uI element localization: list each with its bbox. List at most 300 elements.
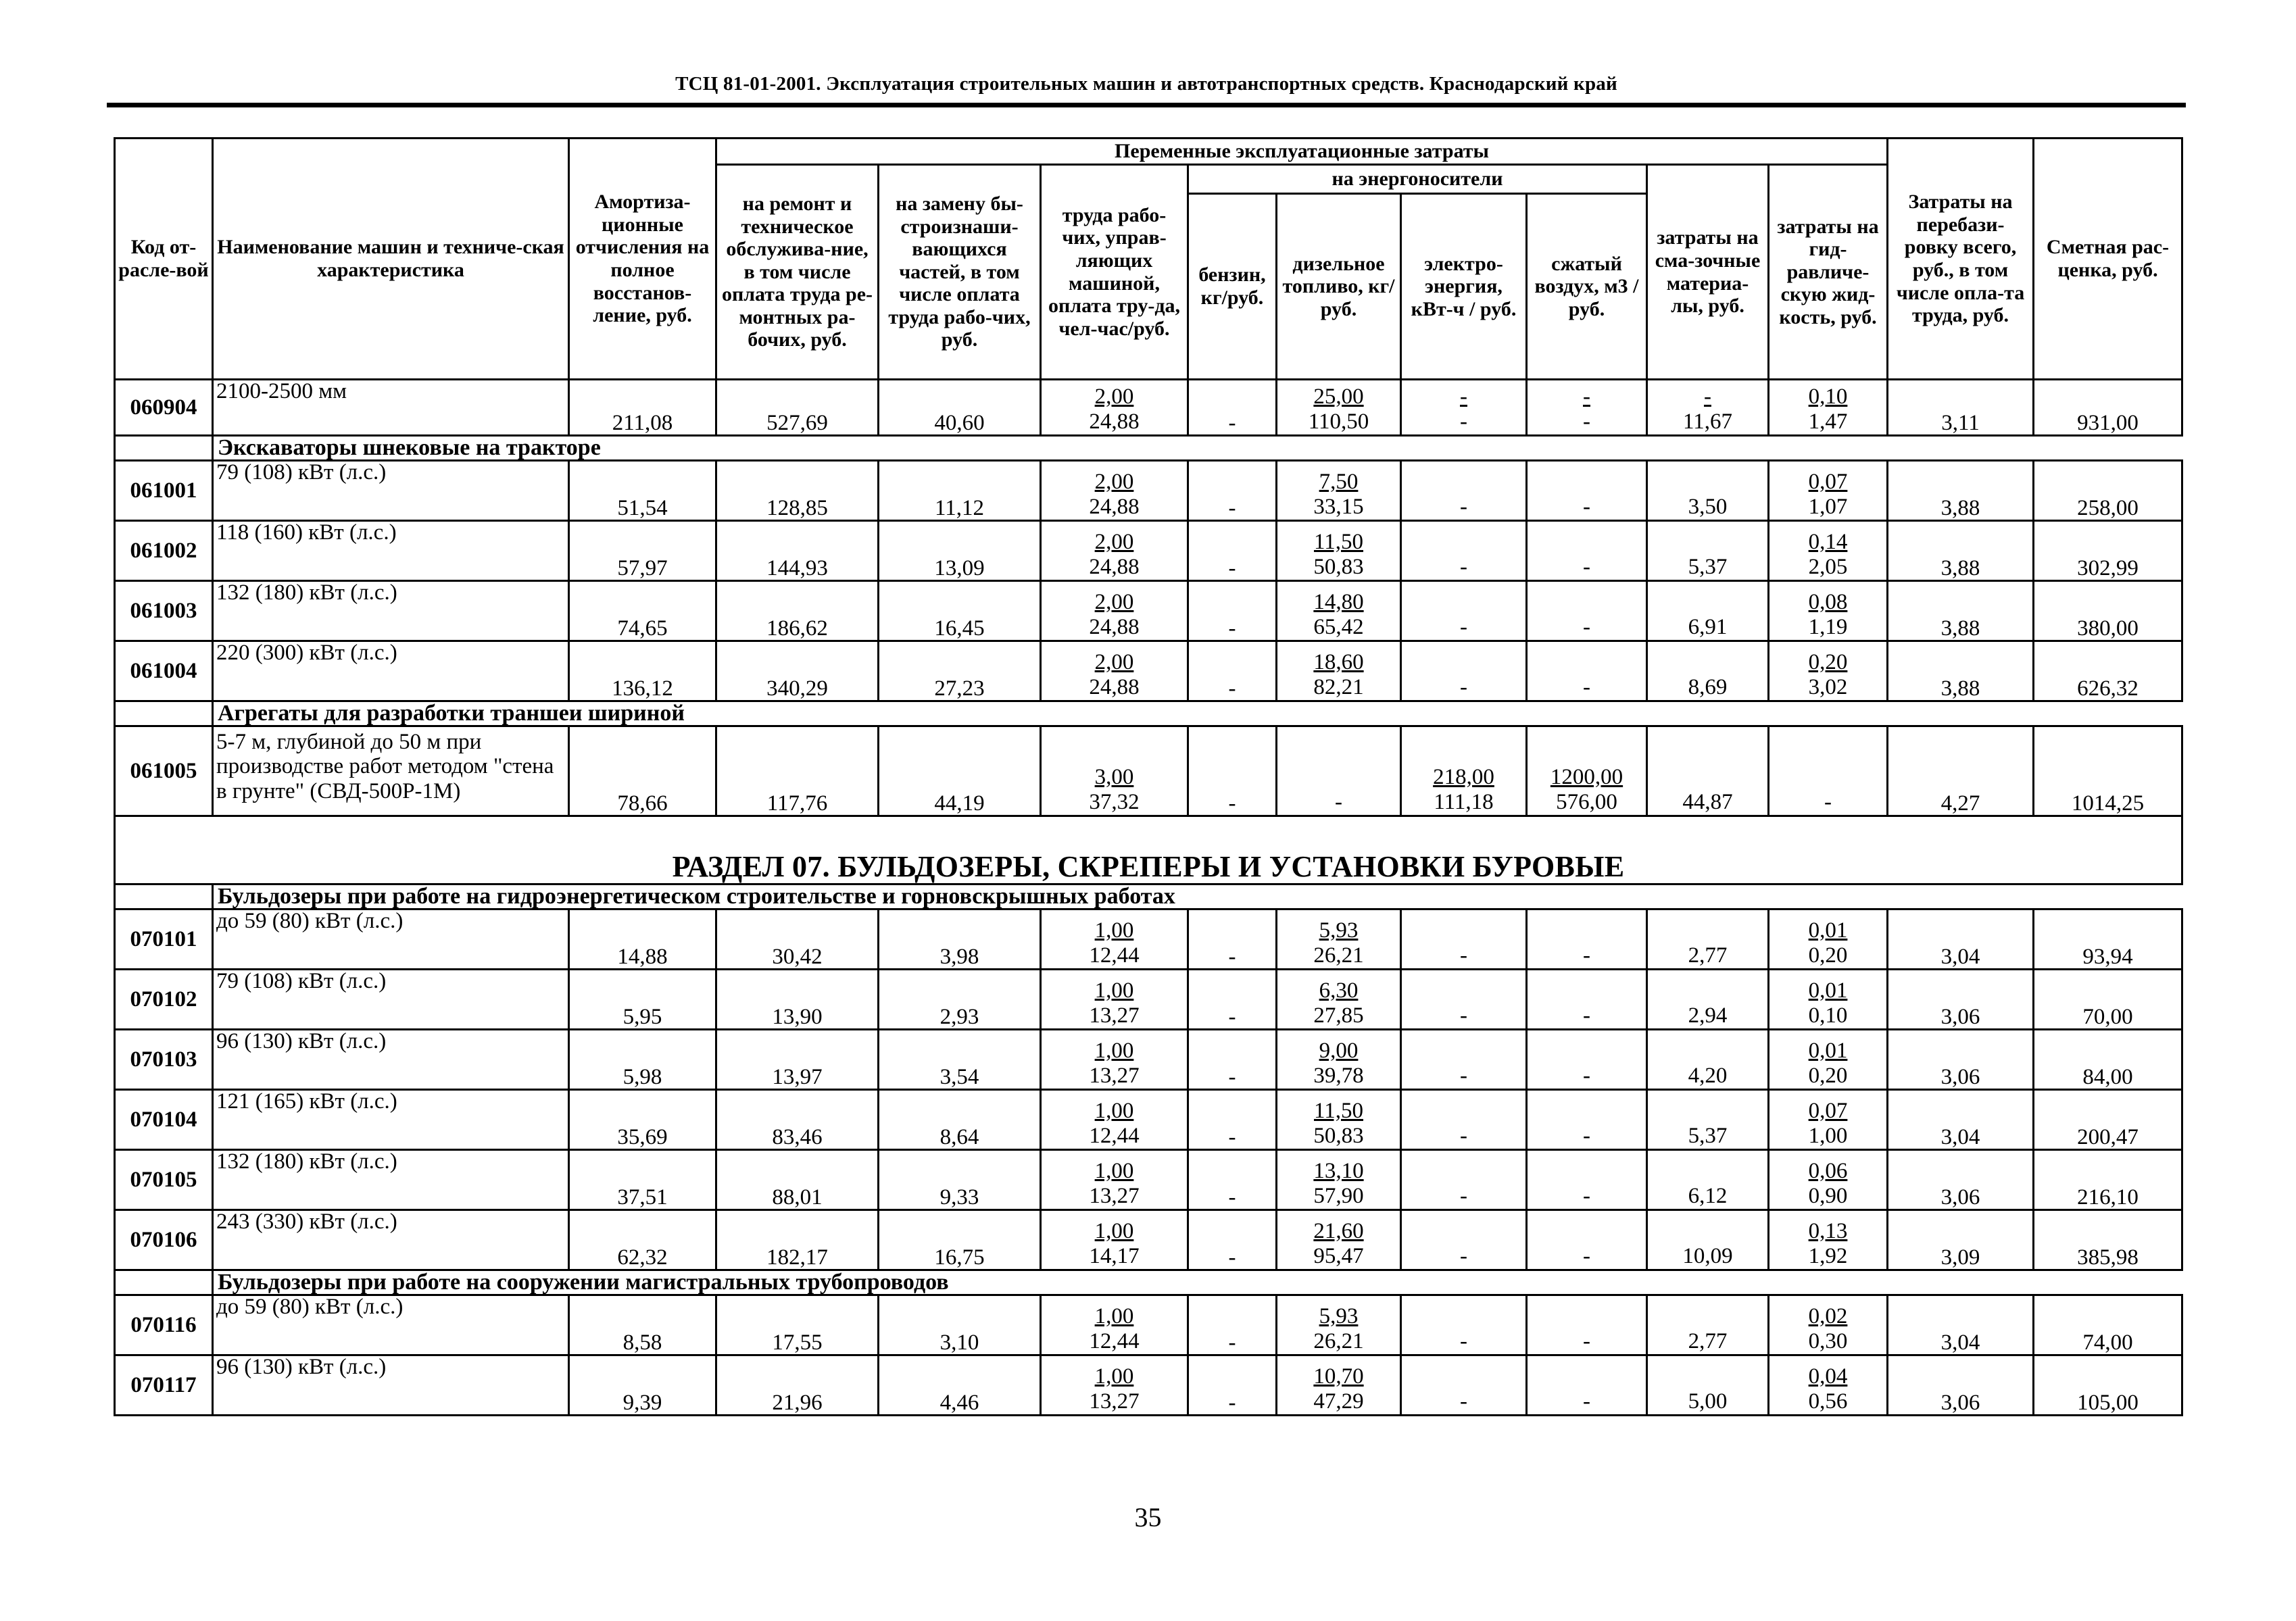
- diesel-cell-norm: 6,30: [1319, 978, 1359, 1003]
- lubricants-cell: [1647, 521, 1769, 581]
- hydraulic-cell-norm: 0,13: [1808, 1219, 1848, 1244]
- labor-cell: [1041, 461, 1188, 521]
- hydraulic-cell-cost: 0,20: [1808, 1064, 1848, 1089]
- group-code-cell: [115, 884, 213, 909]
- estimate-cell: 1014,25: [2034, 726, 2182, 816]
- compressed-air-cell-cost: -: [1583, 1244, 1590, 1269]
- diesel-cell-cost: 65,42: [1313, 615, 1364, 640]
- amortization-cell: 5,98: [569, 1030, 716, 1090]
- hydraulic-cell: [1769, 461, 1888, 521]
- repair-cell: 13,90: [716, 970, 879, 1030]
- machine-name: 121 (165) кВт (л.с.): [213, 1090, 569, 1150]
- compressed-air-cell-cost: -: [1583, 1389, 1590, 1414]
- table-row: [115, 1210, 2182, 1270]
- repair-cell: 186,62: [716, 581, 879, 641]
- labor-cell-norm: 2,00: [1094, 590, 1134, 615]
- estimate-cell: 70,00: [2034, 970, 2182, 1030]
- hydraulic-cell-norm: 0,07: [1808, 470, 1848, 495]
- electricity-cell-norm: [1405, 1364, 1523, 1389]
- group-title: Агрегаты для разработки траншеи шириной: [213, 701, 2182, 726]
- petrol-cell: -: [1188, 1210, 1277, 1270]
- machine-name: 132 (180) кВт (л.с.): [213, 581, 569, 641]
- lubricants-cell-norm: [1651, 1364, 1765, 1389]
- petrol-cell: -: [1188, 1090, 1277, 1150]
- machine-code: 060904: [115, 380, 213, 436]
- machine-code: 061001: [115, 461, 213, 521]
- machine-cost-table: [114, 137, 2183, 1416]
- estimate-cell: 74,00: [2034, 1295, 2182, 1355]
- table-row: [115, 1295, 2182, 1355]
- compressed-air-cell-norm: [1530, 1039, 1643, 1064]
- amortization-cell: 5,95: [569, 970, 716, 1030]
- electricity-cell: [1401, 1030, 1527, 1090]
- petrol-cell: -: [1188, 641, 1277, 701]
- electricity-cell-cost: -: [1460, 1184, 1467, 1209]
- machine-name: 132 (180) кВт (л.с.): [213, 1150, 569, 1210]
- labor-cell-norm: 2,00: [1094, 470, 1134, 495]
- machine-code: 061002: [115, 521, 213, 581]
- diesel-cell-cost: -: [1335, 790, 1342, 815]
- labor-cell-norm: 2,00: [1094, 650, 1134, 675]
- relocation-cell: 3,88: [1888, 641, 2034, 701]
- hydraulic-cell-norm: 0,01: [1808, 978, 1848, 1003]
- compressed-air-cell: [1527, 909, 1647, 970]
- estimate-cell: 626,32: [2034, 641, 2182, 701]
- compressed-air-cell-norm: [1530, 1364, 1643, 1389]
- col-header-hydraulic: затраты на гид-равличе-скую жид-кость, руб.: [1769, 165, 1888, 380]
- group-code-cell: [115, 436, 213, 461]
- table-row: [115, 970, 2182, 1030]
- lubricants-cell-cost: 2,94: [1688, 1003, 1728, 1028]
- diesel-cell: [1277, 909, 1401, 970]
- electricity-cell-norm: 218,00: [1433, 765, 1494, 790]
- compressed-air-cell: [1527, 970, 1647, 1030]
- replace-parts-cell: 4,46: [879, 1355, 1041, 1416]
- compressed-air-cell-cost: 576,00: [1556, 790, 1617, 815]
- machine-code: 070116: [115, 1295, 213, 1355]
- labor-cell-cost: 14,17: [1089, 1244, 1140, 1269]
- electricity-cell: [1401, 1355, 1527, 1416]
- compressed-air-cell-norm: [1530, 650, 1643, 675]
- col-header-replace-parts: на замену бы-строизнаши-вающихся частей, в том числе оплата труда рабо-чих, руб.: [879, 165, 1041, 380]
- relocation-cell: 3,06: [1888, 1355, 2034, 1416]
- lubricants-cell-norm: [1651, 918, 1765, 943]
- compressed-air-cell-norm: [1530, 918, 1643, 943]
- electricity-cell: [1401, 726, 1527, 816]
- diesel-cell: [1277, 726, 1401, 816]
- machine-code: 070106: [115, 1210, 213, 1270]
- estimate-cell: 84,00: [2034, 1030, 2182, 1090]
- relocation-cell: 3,04: [1888, 909, 2034, 970]
- hydraulic-cell-norm: 0,10: [1808, 384, 1848, 409]
- labor-cell-cost: 13,27: [1089, 1184, 1140, 1209]
- lubricants-cell-norm: [1651, 765, 1765, 790]
- lubricants-cell-norm: [1651, 530, 1765, 555]
- hydraulic-cell: [1769, 726, 1888, 816]
- estimate-cell: 200,47: [2034, 1090, 2182, 1150]
- col-header-repair: на ремонт и техническое обслужива-ние, в том числе оплата труда ре-монтных ра-бочих, руб.: [716, 165, 879, 380]
- electricity-cell-cost: -: [1460, 495, 1467, 520]
- replace-parts-cell: 8,64: [879, 1090, 1041, 1150]
- hydraulic-cell: [1769, 380, 1888, 436]
- lubricants-cell-cost: 2,77: [1688, 943, 1728, 968]
- hydraulic-cell: [1769, 521, 1888, 581]
- compressed-air-cell-norm: [1530, 1219, 1643, 1244]
- compressed-air-cell: [1527, 641, 1647, 701]
- labor-cell-cost: 24,88: [1089, 495, 1140, 520]
- electricity-cell: [1401, 1090, 1527, 1150]
- electricity-cell-cost: -: [1460, 1064, 1467, 1089]
- col-header-lubricants: затраты на сма-зочные материа-лы, руб.: [1647, 165, 1769, 380]
- relocation-cell: 3,04: [1888, 1090, 2034, 1150]
- estimate-cell: 93,94: [2034, 909, 2182, 970]
- diesel-cell: [1277, 581, 1401, 641]
- diesel-cell-norm: 18,60: [1313, 650, 1364, 675]
- labor-cell-norm: 1,00: [1094, 1304, 1134, 1329]
- compressed-air-cell-cost: -: [1583, 1329, 1590, 1354]
- lubricants-cell-cost: 6,91: [1688, 615, 1728, 640]
- electricity-cell: [1401, 1295, 1527, 1355]
- compressed-air-cell: [1527, 461, 1647, 521]
- lubricants-cell: [1647, 380, 1769, 436]
- lubricants-cell: [1647, 1090, 1769, 1150]
- hydraulic-cell-norm: 0,01: [1808, 918, 1848, 943]
- document-header: ТСЦ 81-01-2001. Эксплуатация строительных машин и автотранспортных средств. Краснодарский край: [675, 73, 1617, 95]
- compressed-air-cell-norm: [1530, 470, 1643, 495]
- repair-cell: 88,01: [716, 1150, 879, 1210]
- diesel-cell: [1277, 1355, 1401, 1416]
- compressed-air-cell: [1527, 1295, 1647, 1355]
- estimate-cell: 105,00: [2034, 1355, 2182, 1416]
- lubricants-cell-cost: 5,00: [1688, 1389, 1728, 1414]
- lubricants-cell: [1647, 909, 1769, 970]
- machine-code: 061004: [115, 641, 213, 701]
- hydraulic-cell-norm: 0,04: [1808, 1364, 1848, 1389]
- lubricants-cell-norm: [1651, 590, 1765, 615]
- electricity-cell-cost: -: [1460, 1244, 1467, 1269]
- compressed-air-cell-cost: -: [1583, 555, 1590, 580]
- group-row: [115, 701, 2182, 726]
- replace-parts-cell: 13,09: [879, 521, 1041, 581]
- electricity-cell: [1401, 970, 1527, 1030]
- electricity-cell-norm: [1405, 978, 1523, 1003]
- table-row: [115, 1150, 2182, 1210]
- compressed-air-cell-norm: -: [1583, 384, 1590, 409]
- repair-cell: 21,96: [716, 1355, 879, 1416]
- compressed-air-cell: [1527, 1150, 1647, 1210]
- labor-cell-norm: 2,00: [1094, 530, 1134, 555]
- diesel-cell-cost: 82,21: [1313, 675, 1364, 700]
- labor-cell: [1041, 521, 1188, 581]
- compressed-air-cell-norm: [1530, 1304, 1643, 1329]
- estimate-cell: 258,00: [2034, 461, 2182, 521]
- hydraulic-cell-norm: [1772, 765, 1884, 790]
- diesel-cell: [1277, 1030, 1401, 1090]
- compressed-air-cell: [1527, 726, 1647, 816]
- diesel-cell: [1277, 380, 1401, 436]
- replace-parts-cell: 3,54: [879, 1030, 1041, 1090]
- hydraulic-cell-norm: 0,08: [1808, 590, 1848, 615]
- lubricants-cell: [1647, 1210, 1769, 1270]
- group-row: [115, 884, 2182, 909]
- electricity-cell-cost: -: [1460, 1329, 1467, 1354]
- relocation-cell: 3,88: [1888, 521, 2034, 581]
- lubricants-cell-cost: 2,77: [1688, 1329, 1728, 1354]
- hydraulic-cell: [1769, 1210, 1888, 1270]
- col-header-estimate: Сметная рас-ценка, руб.: [2034, 139, 2182, 380]
- hydraulic-cell-norm: 0,06: [1808, 1159, 1848, 1184]
- col-header-compressed-air: сжатый воздух, м3 / руб.: [1527, 194, 1647, 380]
- hydraulic-cell-cost: 2,05: [1808, 555, 1848, 580]
- labor-cell: [1041, 581, 1188, 641]
- compressed-air-cell-norm: [1530, 1159, 1643, 1184]
- hydraulic-cell-cost: 3,02: [1808, 675, 1848, 700]
- petrol-cell: -: [1188, 1150, 1277, 1210]
- electricity-cell-cost: -: [1460, 555, 1467, 580]
- lubricants-cell-cost: 5,37: [1688, 1124, 1728, 1149]
- compressed-air-cell-cost: -: [1583, 1064, 1590, 1089]
- amortization-cell: 136,12: [569, 641, 716, 701]
- repair-cell: 144,93: [716, 521, 879, 581]
- diesel-cell: [1277, 521, 1401, 581]
- amortization-cell: 211,08: [569, 380, 716, 436]
- electricity-cell-cost: -: [1460, 1003, 1467, 1028]
- replace-parts-cell: 11,12: [879, 461, 1041, 521]
- labor-cell-cost: 37,32: [1089, 790, 1140, 815]
- electricity-cell-cost: -: [1460, 1124, 1467, 1149]
- diesel-cell: [1277, 1210, 1401, 1270]
- table-row: [115, 1030, 2182, 1090]
- col-header-name: Наименование машин и техниче-ская характеристика: [213, 139, 569, 380]
- labor-cell-cost: 24,88: [1089, 409, 1140, 434]
- repair-cell: 13,97: [716, 1030, 879, 1090]
- table-row: [115, 909, 2182, 970]
- compressed-air-cell: [1527, 1090, 1647, 1150]
- diesel-cell-cost: 50,83: [1313, 1124, 1364, 1149]
- header-rule: [107, 103, 2186, 107]
- lubricants-cell-norm: -: [1704, 384, 1711, 409]
- electricity-cell: [1401, 1150, 1527, 1210]
- lubricants-cell: [1647, 726, 1769, 816]
- replace-parts-cell: 3,98: [879, 909, 1041, 970]
- page-number: 35: [1134, 1502, 1162, 1532]
- hydraulic-cell: [1769, 1030, 1888, 1090]
- electricity-cell-norm: [1405, 1099, 1523, 1124]
- diesel-cell-norm: [1280, 765, 1397, 790]
- hydraulic-cell-cost: 1,19: [1808, 615, 1848, 640]
- hydraulic-cell: [1769, 1090, 1888, 1150]
- lubricants-cell-norm: [1651, 1099, 1765, 1124]
- repair-cell: 30,42: [716, 909, 879, 970]
- col-header-relocation: Затраты на перебази-ровку всего, руб., в том числе опла-та труда, руб.: [1888, 139, 2034, 380]
- diesel-cell-norm: 10,70: [1313, 1364, 1364, 1389]
- estimate-cell: 216,10: [2034, 1150, 2182, 1210]
- petrol-cell: -: [1188, 581, 1277, 641]
- replace-parts-cell: 44,19: [879, 726, 1041, 816]
- hydraulic-cell-cost: -: [1824, 790, 1832, 815]
- group-title: Бульдозеры при работе на гидроэнергетическом строительстве и горновскрышных работах: [213, 884, 2182, 909]
- diesel-cell: [1277, 461, 1401, 521]
- col-header-labor: труда рабо-чих, управ-ляющих машиной, оплата тру-да, чел-час/руб.: [1041, 165, 1188, 380]
- lubricants-cell: [1647, 1150, 1769, 1210]
- diesel-cell: [1277, 1150, 1401, 1210]
- replace-parts-cell: 27,23: [879, 641, 1041, 701]
- labor-cell: [1041, 909, 1188, 970]
- hydraulic-cell-cost: 0,90: [1808, 1184, 1848, 1209]
- diesel-cell-cost: 50,83: [1313, 555, 1364, 580]
- hydraulic-cell-cost: 0,10: [1808, 1003, 1848, 1028]
- hydraulic-cell-norm: 0,07: [1808, 1099, 1848, 1124]
- machine-name: 96 (130) кВт (л.с.): [213, 1355, 569, 1416]
- compressed-air-cell-norm: [1530, 590, 1643, 615]
- labor-cell-norm: 1,00: [1094, 1159, 1134, 1184]
- labor-cell-cost: 24,88: [1089, 555, 1140, 580]
- hydraulic-cell: [1769, 970, 1888, 1030]
- machine-code: 070102: [115, 970, 213, 1030]
- relocation-cell: 3,06: [1888, 1030, 2034, 1090]
- machine-code: 070104: [115, 1090, 213, 1150]
- col-header-diesel: дизельное топливо, кг/руб.: [1277, 194, 1401, 380]
- compressed-air-cell-cost: -: [1583, 943, 1590, 968]
- lubricants-cell-norm: [1651, 978, 1765, 1003]
- labor-cell: [1041, 1090, 1188, 1150]
- repair-cell: 83,46: [716, 1090, 879, 1150]
- compressed-air-cell: [1527, 1355, 1647, 1416]
- group-code-cell: [115, 1270, 213, 1295]
- table-row: [115, 581, 2182, 641]
- diesel-cell-norm: 14,80: [1313, 590, 1364, 615]
- col-header-variable-costs: Переменные эксплуатационные затраты: [716, 139, 1888, 165]
- lubricants-cell-norm: [1651, 1219, 1765, 1244]
- electricity-cell-norm: [1405, 1219, 1523, 1244]
- group-title: Экскаваторы шнековые на тракторе: [213, 436, 2182, 461]
- labor-cell-cost: 12,44: [1089, 1124, 1140, 1149]
- group-code-cell: [115, 701, 213, 726]
- labor-cell-cost: 13,27: [1089, 1064, 1140, 1089]
- estimate-cell: 931,00: [2034, 380, 2182, 436]
- amortization-cell: 51,54: [569, 461, 716, 521]
- diesel-cell-cost: 26,21: [1313, 943, 1364, 968]
- group-row: [115, 1270, 2182, 1295]
- diesel-cell-cost: 57,90: [1313, 1184, 1364, 1209]
- electricity-cell: [1401, 380, 1527, 436]
- hydraulic-cell-cost: 0,20: [1808, 943, 1848, 968]
- petrol-cell: -: [1188, 909, 1277, 970]
- diesel-cell-cost: 47,29: [1313, 1389, 1364, 1414]
- table-row: [115, 726, 2182, 816]
- section-title: РАЗДЕЛ 07. БУЛЬДОЗЕРЫ, СКРЕПЕРЫ И УСТАНОВКИ БУРОВЫЕ: [115, 816, 2182, 884]
- labor-cell-cost: 12,44: [1089, 1329, 1140, 1354]
- relocation-cell: 3,11: [1888, 380, 2034, 436]
- amortization-cell: 62,32: [569, 1210, 716, 1270]
- relocation-cell: 3,88: [1888, 461, 2034, 521]
- diesel-cell-norm: 9,00: [1319, 1039, 1359, 1064]
- col-header-electricity: электро-энергия, кВт-ч / руб.: [1401, 194, 1527, 380]
- electricity-cell-cost: -: [1460, 615, 1467, 640]
- labor-cell: [1041, 1030, 1188, 1090]
- hydraulic-cell-cost: 1,00: [1808, 1124, 1848, 1149]
- labor-cell-cost: 24,88: [1089, 675, 1140, 700]
- hydraulic-cell-norm: 0,02: [1808, 1304, 1848, 1329]
- labor-cell-norm: 1,00: [1094, 1099, 1134, 1124]
- replace-parts-cell: 3,10: [879, 1295, 1041, 1355]
- repair-cell: 117,76: [716, 726, 879, 816]
- relocation-cell: 3,09: [1888, 1210, 2034, 1270]
- electricity-cell-norm: [1405, 650, 1523, 675]
- hydraulic-cell: [1769, 909, 1888, 970]
- hydraulic-cell-cost: 0,56: [1808, 1389, 1848, 1414]
- hydraulic-cell: [1769, 1355, 1888, 1416]
- table-row: [115, 521, 2182, 581]
- electricity-cell: [1401, 909, 1527, 970]
- labor-cell-norm: 2,00: [1094, 384, 1134, 409]
- relocation-cell: 3,04: [1888, 1295, 2034, 1355]
- labor-cell-cost: 13,27: [1089, 1389, 1140, 1414]
- electricity-cell: [1401, 581, 1527, 641]
- diesel-cell: [1277, 1090, 1401, 1150]
- labor-cell-norm: 1,00: [1094, 918, 1134, 943]
- replace-parts-cell: 16,75: [879, 1210, 1041, 1270]
- hydraulic-cell: [1769, 581, 1888, 641]
- lubricants-cell: [1647, 1295, 1769, 1355]
- lubricants-cell-cost: 5,37: [1688, 555, 1728, 580]
- compressed-air-cell-norm: [1530, 530, 1643, 555]
- diesel-cell: [1277, 1295, 1401, 1355]
- repair-cell: 128,85: [716, 461, 879, 521]
- electricity-cell-cost: -: [1460, 409, 1467, 434]
- table-row: [115, 641, 2182, 701]
- lubricants-cell: [1647, 1030, 1769, 1090]
- electricity-cell-norm: [1405, 918, 1523, 943]
- petrol-cell: -: [1188, 1295, 1277, 1355]
- lubricants-cell-cost: 4,20: [1688, 1064, 1728, 1089]
- replace-parts-cell: 16,45: [879, 581, 1041, 641]
- diesel-cell-cost: 110,50: [1308, 409, 1369, 434]
- lubricants-cell-cost: 11,67: [1682, 409, 1733, 434]
- compressed-air-cell-cost: -: [1583, 1003, 1590, 1028]
- lubricants-cell-cost: 3,50: [1688, 495, 1728, 520]
- machine-code: 070117: [115, 1355, 213, 1416]
- lubricants-cell: [1647, 461, 1769, 521]
- lubricants-cell: [1647, 1355, 1769, 1416]
- repair-cell: 182,17: [716, 1210, 879, 1270]
- petrol-cell: -: [1188, 380, 1277, 436]
- lubricants-cell: [1647, 581, 1769, 641]
- compressed-air-cell-cost: -: [1583, 1124, 1590, 1149]
- amortization-cell: 35,69: [569, 1090, 716, 1150]
- table-row: [115, 380, 2182, 436]
- lubricants-cell-cost: 44,87: [1682, 790, 1733, 815]
- electricity-cell: [1401, 521, 1527, 581]
- compressed-air-cell: [1527, 1030, 1647, 1090]
- petrol-cell: -: [1188, 521, 1277, 581]
- electricity-cell-cost: -: [1460, 675, 1467, 700]
- group-row: [115, 436, 2182, 461]
- labor-cell: [1041, 970, 1188, 1030]
- lubricants-cell-norm: [1651, 1304, 1765, 1329]
- table-row: [115, 461, 2182, 521]
- labor-cell-norm: 1,00: [1094, 1364, 1134, 1389]
- compressed-air-cell-cost: -: [1583, 615, 1590, 640]
- electricity-cell: [1401, 641, 1527, 701]
- diesel-cell-norm: 5,93: [1319, 1304, 1359, 1329]
- machine-name: 96 (130) кВт (л.с.): [213, 1030, 569, 1090]
- repair-cell: 527,69: [716, 380, 879, 436]
- labor-cell: [1041, 1295, 1188, 1355]
- diesel-cell: [1277, 641, 1401, 701]
- diesel-cell-cost: 33,15: [1313, 495, 1364, 520]
- electricity-cell-cost: -: [1460, 943, 1467, 968]
